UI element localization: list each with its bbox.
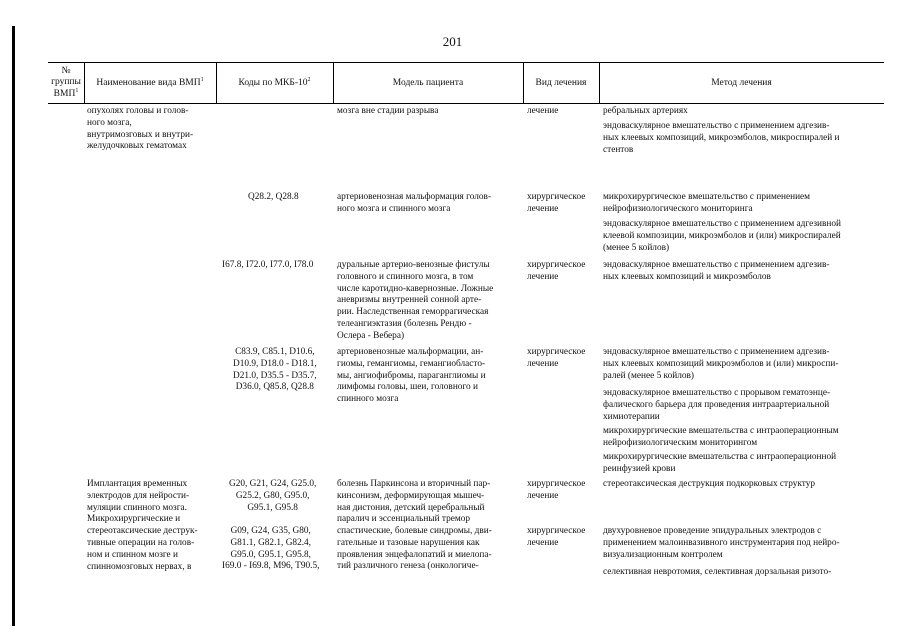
table-header <box>48 62 884 104</box>
treatment-method-cell: микрохирургическое вмешательство с применением нейрофизиологического мониторинга <box>603 192 811 214</box>
column-divider <box>84 63 85 103</box>
header-treatment-type-label: Вид лечения <box>535 77 587 88</box>
table-body <box>48 104 884 624</box>
treatment-method-cell: ребральных артериях <box>603 106 688 116</box>
header-mkb-codes-text <box>238 77 310 89</box>
treatment-method-cell: эндоваскулярное вмешательство с прорывом гематоэнце- фалического барьера для проведения интраартериальной химиотерапии <box>603 388 831 422</box>
treatment-type-cell: хирургическое лечение <box>527 347 586 369</box>
header-vmp-name-label: Наименование вида ВМП <box>96 78 201 89</box>
mkb-codes-cell: G09, G24, G35, G80, G81.1, G82.1, G82.4, G95.0, G95.1, G95.8, I69.0 - I69.8, M96, T90.5, <box>222 526 320 572</box>
header-mkb-codes-label: Коды по МКБ-10 <box>238 78 308 89</box>
vmp-name-cell: Имплантация временных электродов для нейрости- муляции спинного мозга. Микрохирургические и стереотаксические деструк- тивные операции на голов- ном и спинном мозге и спинномозговых нервах, в <box>87 479 198 572</box>
vmp-name-cell: опухолях головы и голов- ного мозга, внутримозговых и внутри- желудочковых гематомах <box>87 106 194 152</box>
treatment-method-cell: микрохирургические вмешательства с интраоперационным нейрофизиологическим мониторингом <box>603 426 839 448</box>
treatment-method-cell: микрохирургические вмешательства с интраоперационной реинфузией крови <box>603 452 837 474</box>
header-group-no-label: № группы ВМП <box>51 66 81 100</box>
patient-model-cell: спастические, болевые синдромы, дви- гательные и тазовые нарушения как проявления энцефалопатий и миелопа- тий различного генеза (онкологиче- <box>337 526 492 572</box>
footnote-mark: 2 <box>307 76 311 83</box>
treatment-type-cell: лечение <box>527 106 559 116</box>
treatment-method-cell: эндоваскулярное вмешательство с применением адгезив- ных клеевых композиций и микроэмболов <box>603 260 830 282</box>
treatment-method-cell: эндоваскулярное вмешательство с применением адгезив- ных клеевых композиций, микроэмболов, микроспиралей и стентов <box>603 121 840 155</box>
treatment-method-cell: двухуровневое проведение эпидуральных электродов с применением малоинвазивного инструментария под нейро- визуализационным контролем <box>603 526 840 560</box>
header-treatment-method <box>599 63 884 103</box>
column-divider <box>523 63 524 103</box>
header-group-no-text <box>51 66 81 100</box>
treatment-type-cell: хирургическое лечение <box>527 526 586 548</box>
header-vmp-name-text <box>96 77 203 89</box>
mkb-codes-cell: G20, G21, G24, G25.0, G25.2, G80, G95.0, G95.1, G95.8 <box>229 479 317 513</box>
header-treatment-method-label: Метод лечения <box>711 77 772 88</box>
footnote-mark: 1 <box>200 76 204 83</box>
binding-edge-line <box>12 26 15 626</box>
patient-model-cell: дуральные артерио-венозные фистулы головного и спинного мозга, в том числе каротидно-кавернозные. Ложные аневризмы внутренней сонной арте- рии. Наследственная геморрагическая телеангиэктазия (болезнь Рендю - Ослера - Вебера) <box>337 260 494 341</box>
column-divider <box>599 63 600 103</box>
treatment-type-cell: хирургическое лечение <box>527 260 586 282</box>
treatment-method-cell: стереотаксическая деструкция подкорковых структур <box>603 479 816 489</box>
header-treatment-type <box>523 63 599 103</box>
column-divider <box>216 63 217 103</box>
treatment-type-cell: хирургическое лечение <box>527 192 586 214</box>
header-mkb-codes <box>216 63 333 103</box>
header-patient-model <box>333 63 523 103</box>
patient-model-cell: мозга вне стадии разрыва <box>337 106 439 116</box>
column-divider <box>333 63 334 103</box>
treatment-type-cell: хирургическое лечение <box>527 479 586 501</box>
mkb-codes-cell: I67.8, I72.0, I77.0, I78.0 <box>222 260 314 270</box>
header-patient-model-label: Модель пациента <box>392 77 464 88</box>
treatment-method-cell: эндоваскулярное вмешательство с применением адгезив- ных клеевых композиций микроэмболов и (или) микроспи- ралей (менее 5 койлов) <box>603 347 839 381</box>
treatment-method-cell: селективная невротомия, селективная дорзальная ризото- <box>603 567 832 577</box>
patient-model-cell: артериовенозная мальформация голов- ного мозга и спинного мозга <box>337 192 492 214</box>
header-group-no <box>48 63 84 103</box>
footnote-mark: 1 <box>75 87 79 94</box>
mkb-codes-cell: Q28.2, Q28.8 <box>248 192 299 202</box>
page-number: 201 <box>442 34 463 49</box>
patient-model-cell: болезнь Паркинсона и вторичный пар- кинсонизм, деформирующая мышеч- ная дистония, детский церебральный паралич и эссенциальный тремор <box>337 479 491 525</box>
vmp-table <box>48 62 884 624</box>
header-vmp-name <box>84 63 216 103</box>
mkb-codes-cell: C83.9, C85.1, D10.6, D10.9, D18.0 - D18.1, D21.0, D35.5 - D35.7, D36.0, Q85.8, Q28.8 <box>233 347 317 393</box>
patient-model-cell: артериовенозные мальформации, ан- гиомы, гемангиомы, гемангиобласто- мы, ангиофибромы, параганглиомы и лимфомы головы, шеи, головного и спинного мозга <box>337 347 486 405</box>
treatment-method-cell: эндоваскулярное вмешательство с применением адгезивной клеевой композиции, микроэмболов и (или) микроспиралей (менее 5 койлов) <box>603 219 841 253</box>
